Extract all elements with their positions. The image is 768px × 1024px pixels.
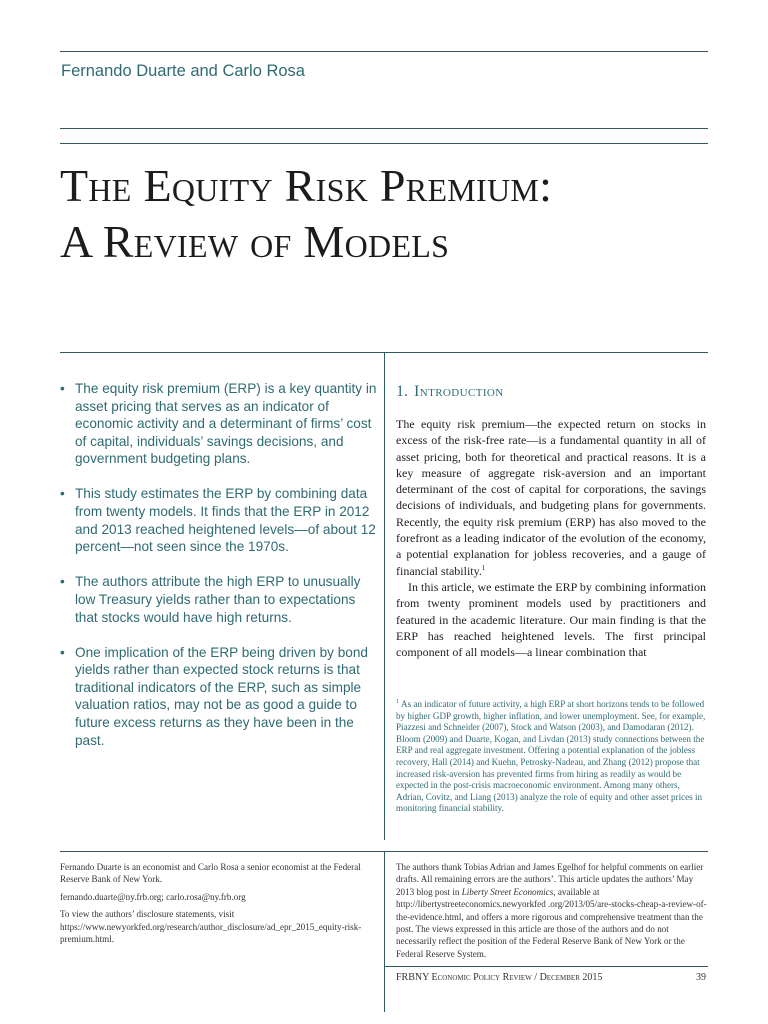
thanks-text-2: , available at http://libertystreeteconomics.newyorkfed .org/2013/05/are-stocks-cheap-a-review-of-the-evidence.html, and offers a more rigorous and comprehensive treatment than the post. The views expressed in this article are those of the authors and do not necessarily reflect the position of the Federal Reserve Bank of New York or the Federal Reserve System. [396,886,707,959]
column-divider [384,353,385,840]
bio-emails[interactable]: fernando.duarte@ny.frb.org; carlo.rosa@ny.frb.org [60,891,246,902]
bio-affiliation: Fernando Duarte is an economist and Carlo Rosa a senior economist at the Federal Reserve Bank of New York. [60,862,361,885]
bottom-column-divider [384,852,385,1012]
summary-bullet: • The equity risk premium (ERP) is a key quantity in asset pricing that serves as an indicator of economic activity and a determinant of firms’ cost of capital, individuals’ savings decisions, and government budgeting plans. [60,380,378,468]
footer-rule [384,966,708,967]
top-rule [60,51,708,52]
thanks-text-1: The authors thank Tobias Adrian and James Egelhof for helpful comments on earlier drafts. All remaining errors are the authors’. This article updates the authors’ May 2013 blog post in [396,862,704,897]
summary-bullet: • One implication of the ERP being driven by bond yields rather than expected stock returns is that traditional indicators of the ERP, such as simple valuation ratios, may not be as good a guide to future excess returns as they have been in the past. [60,644,378,750]
summary-bullets [60,380,378,767]
section-title: Introduction [414,383,504,400]
page-number: 39 [696,972,706,983]
summary-bullet: • This study estimates the ERP by combining data from twenty models. It finds that the ERP in 2012 and 2013 reached heightened levels—of about 12 percent—not seen since the 1970s. [60,485,378,555]
bio-disclosure[interactable]: To view the authors’ disclosure statements, visit https://www.newyorkfed.org/research/author_disclosure/ad_epr_2015_equity-risk-premium.html. [60,909,362,945]
author-bio [60,861,372,950]
footnote [396,699,708,815]
footnote-ref[interactable]: 1 [481,563,486,572]
footnote-mark: 1 [396,697,400,705]
header-rule-lower [60,143,708,144]
author-names: Fernando Duarte and Carlo Rosa [61,62,305,80]
footnote-text: As an indicator of future activity, a high ERP at short horizons tends to be followed by higher GDP growth, higher inflation, and lower unemployment. See, for example, Piazzesi and Schneider (2007), Stock and Watson (2003), and Damodaran (2012). Bloom (2009) and Duarte, Kogan, and Livdan (2013) study connections between the ERP and real aggregate investment. Offering a potential explanation of the jobless recovery, Hall (2014) and Kuehn, Petrosky-Nadeau, and Zhang (2012) propose that increased risk-aversion has prevented firms from hiring as readily as would be expected in the post-crisis macroeconomic environment. Among many others, Adrian, Covitz, and Liang (2013) analyze the role of equity and other asset prices in monitoring financial stability. [396,699,706,814]
acknowledgments [396,861,708,960]
title-line-1: The Equity Risk Premium: [60,160,553,211]
article-title [60,158,552,270]
title-line-2: A Review of Models [60,216,450,267]
header-rule-upper [60,128,708,129]
section-heading [396,383,504,401]
section-number: 1. [396,383,408,400]
page-footer [396,972,706,983]
introduction-text [396,416,706,660]
intro-paragraph-2: In this article, we estimate the ERP by combining information from twenty prominent models used by practitioners and featured in the academic literature. Our main finding is that the ERP has reached heightened levels. The first principal component of all models—a linear combination that [396,579,706,660]
journal-name: FRBNY Economic Policy Review / December 2015 [396,972,603,983]
thanks-blog-name: Liberty Street Economics [461,886,554,897]
summary-bullet: • The authors attribute the high ERP to unusually low Treasury yields rather than to expectations that stocks would have high returns. [60,573,378,626]
intro-paragraph-1-text: The equity risk premium—the expected return on stocks in excess of the risk-free rate—is a fundamental quantity in all of asset pricing, both for theoretical and practical reasons. It is a key measure of aggregate risk-aversion and an important determinant of the cost of capital for corporations, the savings decisions of individuals, and budgeting plans for governments. Recently, the equity risk premium (ERP) has also moved to the forefront as a leading indicator of the evolution of the economy, a potential explanation for jobless recoveries, and a gauge of financial stability. [396,417,706,578]
intro-paragraph-1 [396,416,706,579]
